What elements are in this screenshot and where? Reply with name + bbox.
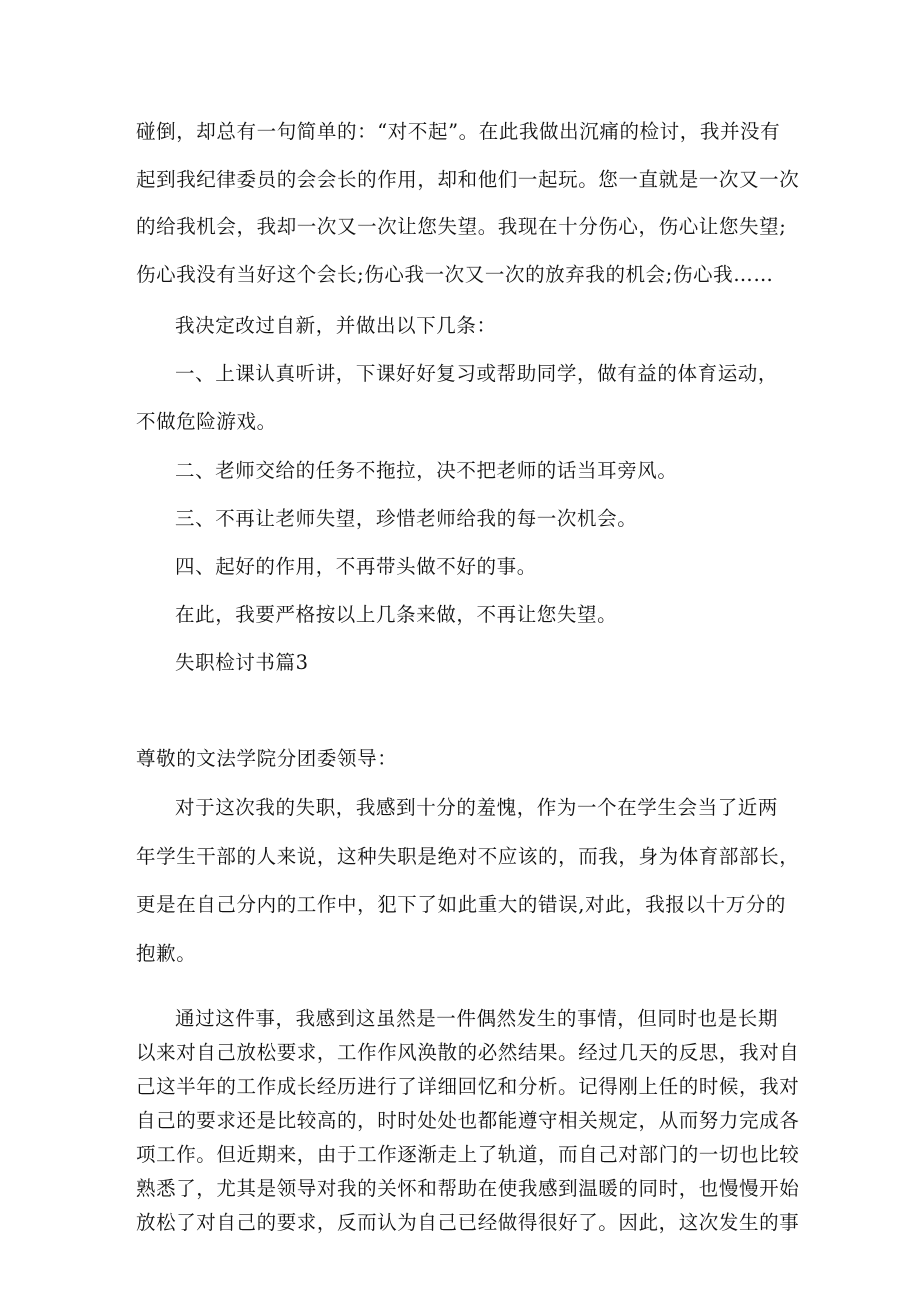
text-line: 起到我纪律委员的会会长的作用，却和他们一起玩。您一直就是一次又一次 — [136, 167, 800, 191]
section-title — [136, 639, 786, 687]
text-line: 自己的要求还是比较高的，时时处处也都能遵守相关规定，从而努力完成各 — [136, 1109, 800, 1132]
text-line: 三、不再让老师失望，珍惜老师给我的每一次机会。 — [175, 507, 638, 530]
resolution-item-three — [136, 495, 786, 543]
resolution-item-two — [136, 447, 786, 495]
salutation — [136, 735, 786, 783]
text-line: 抱歉。 — [136, 941, 197, 965]
text-line: 不做危险游戏。 — [136, 409, 277, 433]
paragraph-apology — [136, 784, 800, 978]
text-line: 对于这次我的失职，我感到十分的羞愧，作为一个在学生会当了近两 — [175, 796, 779, 819]
text-line: 我决定改过自新，并做出以下几条： — [175, 314, 497, 337]
text-line: 己这半年的工作成长经历进行了详细回忆和分析。记得刚上任的时候，我对 — [136, 1075, 800, 1098]
text-line: 失职检讨书篇3 — [175, 651, 309, 674]
resolution-item-four — [136, 543, 786, 591]
text-line: 的给我机会，我却一次又一次让您失望。我现在十分伤心，伤心让您失望; — [136, 215, 787, 238]
resolution-item-one — [136, 350, 786, 445]
text-line: 以来对自己放松要求，工作作风涣散的必然结果。经过几天的反思，我对自 — [136, 1041, 800, 1064]
text-line: 尊敬的文法学院分团委领导： — [136, 747, 398, 770]
text-line: 更是在自己分内的工作中，犯下了如此重大的错误,对此，我报以十万分的 — [136, 893, 786, 916]
text-line: 通过这件事，我感到这虽然是一件偶然发生的事情，但同时也是长期 — [175, 1007, 779, 1030]
text-line: 二、老师交给的任务不拖拉，决不把老师的话当耳旁风。 — [175, 459, 678, 482]
text-line: 熟悉了，尤其是领导对我的关怀和帮助在使我感到温暖的同时，也慢慢开始 — [136, 1177, 800, 1200]
paragraph-continuation — [136, 108, 800, 298]
text-line: 年学生干部的人来说，这种失职是绝对不应该的，而我，身为体育部部长， — [136, 844, 800, 868]
resolution-intro — [136, 302, 786, 350]
text-line: 在此，我要严格按以上几条来做，不再让您失望。 — [175, 603, 618, 626]
text-line: 项工作。但近期来，由于工作逐渐走上了轨道，而自己对部门的一切也比较 — [136, 1143, 800, 1166]
text-line: 四、起好的作用，不再带头做不好的事。 — [175, 555, 537, 578]
paragraph-reflection — [136, 1002, 800, 1240]
text-line: 一、上课认真听讲，下课好好复习或帮助同学，做有益的体育运动， — [175, 362, 779, 385]
closing-statement — [136, 591, 786, 639]
text-line: 伤心我没有当好这个会长;伤心我一次又一次的放弃我的机会;伤心我…… — [136, 262, 774, 286]
text-line: 放松了对自己的要求，反而认为自己已经做得很好了。因此，这次发生的事 — [136, 1211, 800, 1234]
text-line: 碰倒，却总有一句简单的：“对不起”。在此我做出沉痛的检讨，我并没有 — [136, 120, 781, 143]
